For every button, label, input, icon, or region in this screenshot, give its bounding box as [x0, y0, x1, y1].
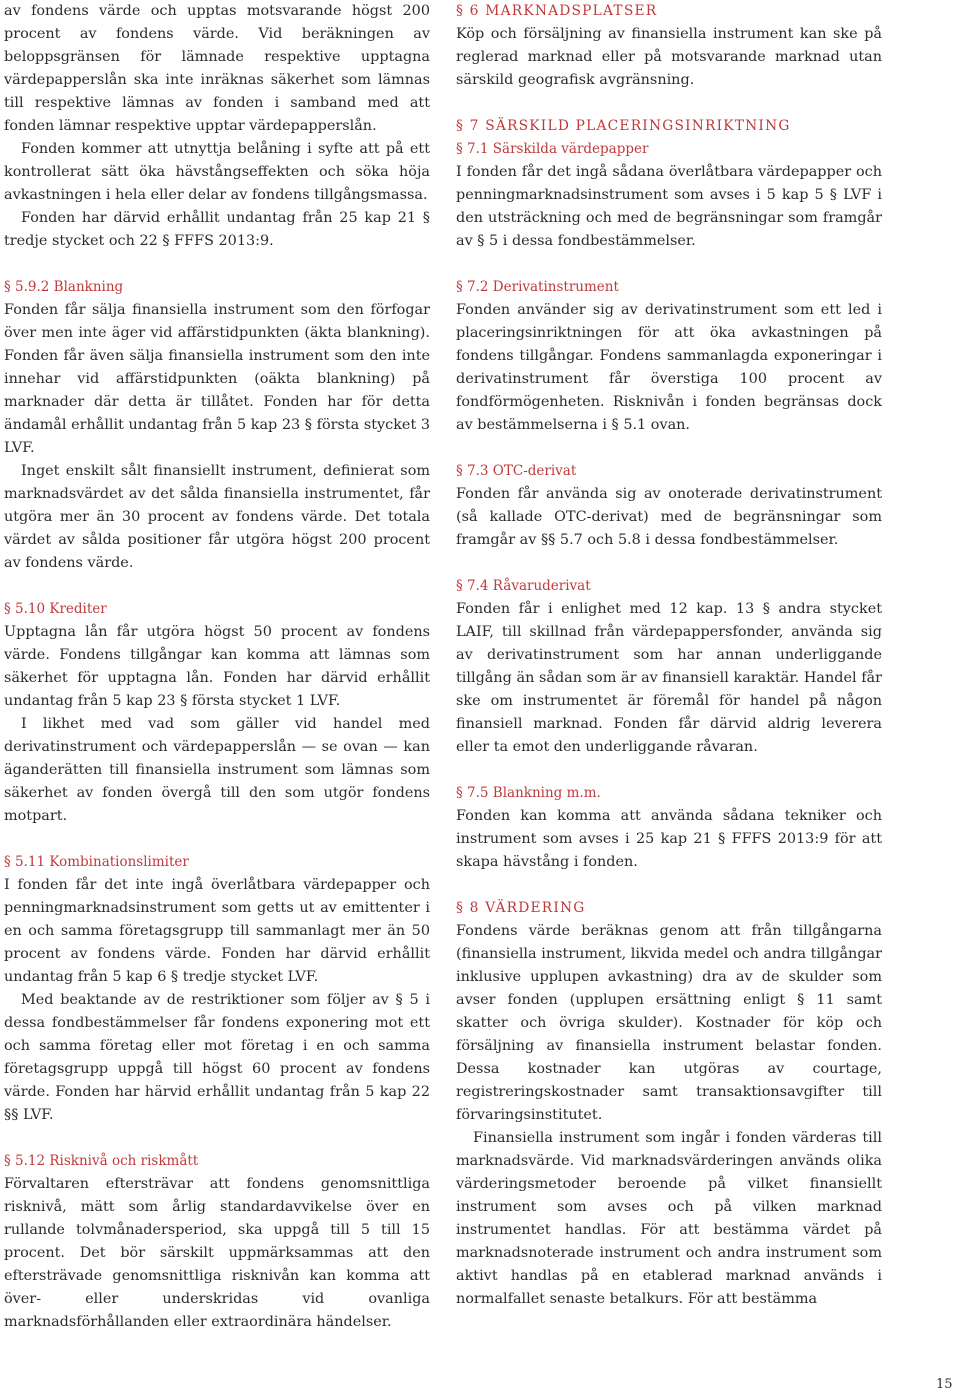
paragraph-left-2: Fonden kommer att utnyttja belåning i syfte att på ett kontrollerat sätt öka hävstångseffekten och söka höja avkastningen i hela eller delar av fondens tillgångsmassa. — [4, 141, 430, 203]
paragraph-left-5: Inget enskilt sålt finansiellt instrument, definierat som marknadsvärdet av det sålda finansiella instrumentet, får utgöra mer än 30 procent av fondens värde. Det totala värdet av sålda positioner får utgöra högst 200 procent av fondens värde. — [4, 463, 430, 571]
heading-5-12: § 5.12 Risknivå och riskmått — [4, 1153, 199, 1169]
heading-8: § 8 VÄRDERING — [456, 900, 586, 916]
paragraph-right-1: Köp och försäljning av finansiella instrument kan ske på reglerad marknad eller på motsvarande marknad utan särskild geografisk avgränsning. — [456, 26, 882, 88]
paragraph-right-8: Finansiella instrument som ingår i fonden värderas till marknadsvärde. Vid marknadsvärderingen används olika värderingsmetoder beroende på vilket finansiellt instrument som avses och på vilken marknad instrumentet handlas. För att bestämma värdet på marknadsnoterade instrument och andra instrument som aktivt handlas på en etablerad marknad används i normalfallet senaste betalkurs. För att bestämma — [456, 1130, 882, 1307]
page-number: 15 — [936, 1377, 953, 1392]
heading-7: § 7 SÄRSKILD PLACERINGSINRIKTNING — [456, 118, 791, 134]
paragraph-left-3: Fonden har därvid erhållit undantag från 25 kap 21 § tredje stycket och 22 § FFFS 2013:9. — [4, 210, 430, 249]
heading-6: § 6 MARKNADSPLATSER — [456, 3, 658, 19]
paragraph-right-2: I fonden får det ingå sådana överlåtbara värdepapper och penningmarknadsinstrument som avses i 5 kap 5 § LVF i den utsträckning och med de begränsningar som framgår av § 5 i dessa fondbestämmelser. — [456, 164, 882, 249]
heading-7-4: § 7.4 Råvaruderivat — [456, 578, 591, 594]
paragraph-left-8: I fonden får det inte ingå överlåtbara värdepapper och penningmarknadsinstrument som getts ut av emittenter i en och samma företagsgrupp till sammanlagt mer än 50 procent av fondens värde. Fonden har därvid erhållit undantag från 5 kap 6 § tredje stycket LVF. — [4, 877, 430, 985]
heading-5-9-2: § 5.9.2 Blankning — [4, 279, 124, 295]
paragraph-left-6: Upptagna lån får utgöra högst 50 procent av fondens värde. Fondens tillgångar kan komma att lämnas som säkerhet för upptagna lån. Fonden har därvid erhållit undantag från 5 kap 23 § första stycket 1 LVF. — [4, 624, 430, 709]
heading-5-11: § 5.11 Kombinationslimiter — [4, 854, 189, 870]
heading-7-1: § 7.1 Särskilda värdepapper — [456, 141, 649, 157]
heading-7-5: § 7.5 Blankning m.m. — [456, 785, 601, 801]
paragraph-left-10: Förvaltaren eftersträvar att fondens genomsnittliga risknivå, mätt som årlig standardavvikelse över en rullande tolvmånadersperiod, ska uppgå till 5 till 15 procent. Det bör särskilt uppmärksammas att den eftersträvade genomsnittliga risknivån kan komma att över- eller underskridas vid ovanliga marknadsförhållanden eller extraordinära händelser. — [4, 1176, 430, 1330]
paragraph-left-9: Med beaktande av de restriktioner som följer av § 5 i dessa fondbestämmelser får fondens exponering mot ett och samma företag eller mot företag i en och samma företagsgrupp uppgå till högst 60 procent av fondens värde. Fonden har härvid erhållit undantag från 5 kap 22 §§ LVF. — [4, 992, 430, 1123]
right-column — [456, 0, 882, 1311]
paragraph-left-4: Fonden får sälja finansiella instrument som den förfogar över men inte äger vid affärstidpunkten (äkta blankning). Fonden får även sälja finansiella instrument som den inte innehar vid affärstidpunkten (oäkta blankning) på marknader där detta är tillåtet. Fonden har för detta ändamål erhållit undantag från 5 kap 23 § första stycket 3 LVF. — [4, 302, 430, 456]
heading-7-3: § 7.3 OTC-derivat — [456, 463, 577, 479]
paragraph-right-6: Fonden kan komma att använda sådana tekniker och instrument som avses i 25 kap 21 § FFFS 2013:9 för att skapa hävstång i fonden. — [456, 808, 882, 870]
left-column — [4, 0, 430, 1334]
heading-5-10: § 5.10 Krediter — [4, 601, 107, 617]
paragraph-right-7: Fondens värde beräknas genom att från tillgångarna (finansiella instrument, likvida medel och andra tillgångar inklusive upplupen avkastning) dra av de skulder som avser fonden (upplupen ersättning enligt § 11 samt skatter och övriga skulder). Kostnader för köp och försäljning av finansiella instrument belastar fonden. Dessa kostnader kan utgöras av courtage, registreringskostnader samt transaktionsavgifter till förvaringsinstitutet. — [456, 923, 882, 1123]
paragraph-right-5: Fonden får i enlighet med 12 kap. 13 § andra stycket LAIF, till skillnad från värdepappersfonder, använda sig av derivatinstrument som har annan underliggande tillgång än sådan som är av finansiell karaktär. Handel får ske om instrumentet är föremål för handel på någon finansiell marknad. Fonden får därvid aldrig leverera eller ta emot den underliggande råvaran. — [456, 601, 882, 755]
paragraph-right-3: Fonden använder sig av derivatinstrument som ett led i placeringsinriktningen för att öka avkastningen på fondens tillgångar. Fondens sammanlagda exponeringar i derivatinstrument får överstiga 100 procent av fondförmögenheten. Risknivån i fonden begränsas dock av bestämmelserna i § 5.1 ovan. — [456, 302, 882, 433]
paragraph-left-1: av fondens värde och upptas motsvarande högst 200 procent av fondens värde. Vid beräkningen av beloppsgränsen för lämnade respektive upptagna värdepapperslån ska inte inräknas säkerhet som lämnas till respektive lämnas av fonden i samband med att fonden lämnar respektive upptar värdepapperslån. — [4, 3, 430, 134]
paragraph-right-4: Fonden får använda sig av onoterade derivatinstrument (så kallade OTC-derivat) med de begränsningar som framgår av §§ 5.7 och 5.8 i dessa fondbestämmelser. — [456, 486, 882, 548]
heading-7-2: § 7.2 Derivatinstrument — [456, 279, 619, 295]
paragraph-left-7: I likhet med vad som gäller vid handel med derivatinstrument och värdepapperslån — se ovan — kan äganderätten till finansiella instrument som lämnas som säkerhet av fonden övergå till den som utgör fondens motpart. — [4, 716, 430, 824]
